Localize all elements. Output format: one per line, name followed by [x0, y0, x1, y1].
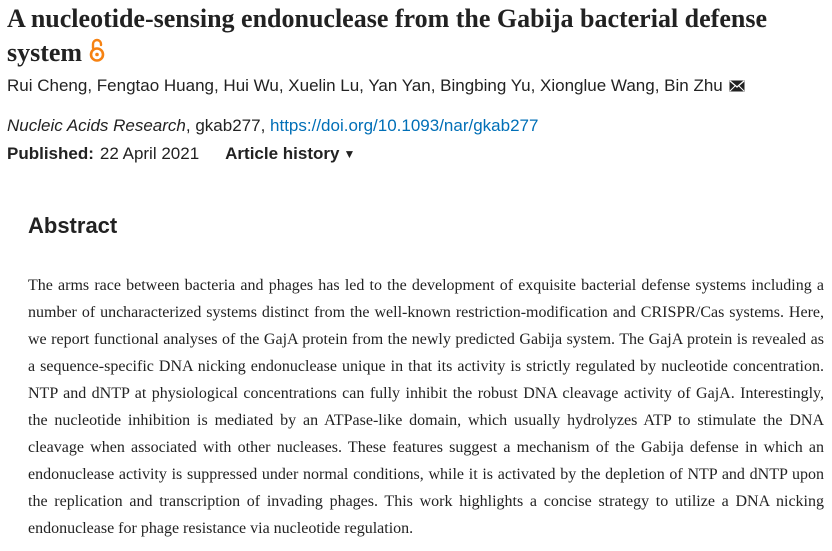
abstract-text: The arms race between bacteria and phages has led to the development of exquisite bacterial defense systems including a number of uncharacterized systems distinct from the well-known restriction-modification and CRISPR/Cas systems. Here, we report functional analyses of the GajA protein from the newly predicted Gabija system. The GajA protein is revealed as a sequence-specific DNA nicking endonuclease unique in that its activity is strictly regulated by nucleotide concentration. NTP and dNTP at physiological concentrations can fully inhibit the robust DNA cleavage activity of GajA. Interestingly, the nucleotide inhibition is mediated by an ATPase-like domain, which usually hydrolyzes ATP to stimulate the DNA cleavage when associated with other nucleases. These features suggest a mechanism of the Gabija defense in which an endonuclease activity is suppressed under normal conditions, while it is activated by the depletion of NTP and dNTP upon the replication and transcription of invading phages. This work highlights a concise strategy to utilize a DNA nicking endonuclease for phage resistance via nucleotide regulation.	[28, 277, 824, 537]
open-access-icon	[88, 37, 106, 63]
article-title	[7, 2, 829, 70]
publication-info	[7, 143, 355, 165]
article-history-toggle[interactable]	[225, 144, 355, 163]
article-id: gkab277	[195, 116, 261, 135]
envelope-icon[interactable]	[729, 76, 745, 88]
authors-text[interactable]: Rui Cheng, Fengtao Huang, Hui Wu, Xuelin Lu, Yan Yan, Bingbing Yu, Xionglue Wang, Bin Zhu	[7, 76, 723, 95]
journal-name: Nucleic Acids Research	[7, 116, 186, 135]
citation-separator: ,	[260, 116, 271, 135]
citation-line	[7, 115, 538, 137]
article-history-label: Article history	[225, 144, 340, 163]
caret-down-icon: ▼	[343, 147, 356, 161]
author-list	[7, 75, 745, 97]
published-date: 22 April 2021	[99, 144, 200, 163]
abstract-heading: Abstract	[28, 213, 118, 238]
doi-link[interactable]: https://doi.org/10.1093/nar/gkab277	[270, 116, 539, 135]
citation-separator: ,	[185, 116, 196, 135]
published-label: Published:	[7, 144, 94, 163]
article-title-text: A nucleotide-sensing endonuclease from the Gabija bacterial defense system	[7, 4, 767, 67]
